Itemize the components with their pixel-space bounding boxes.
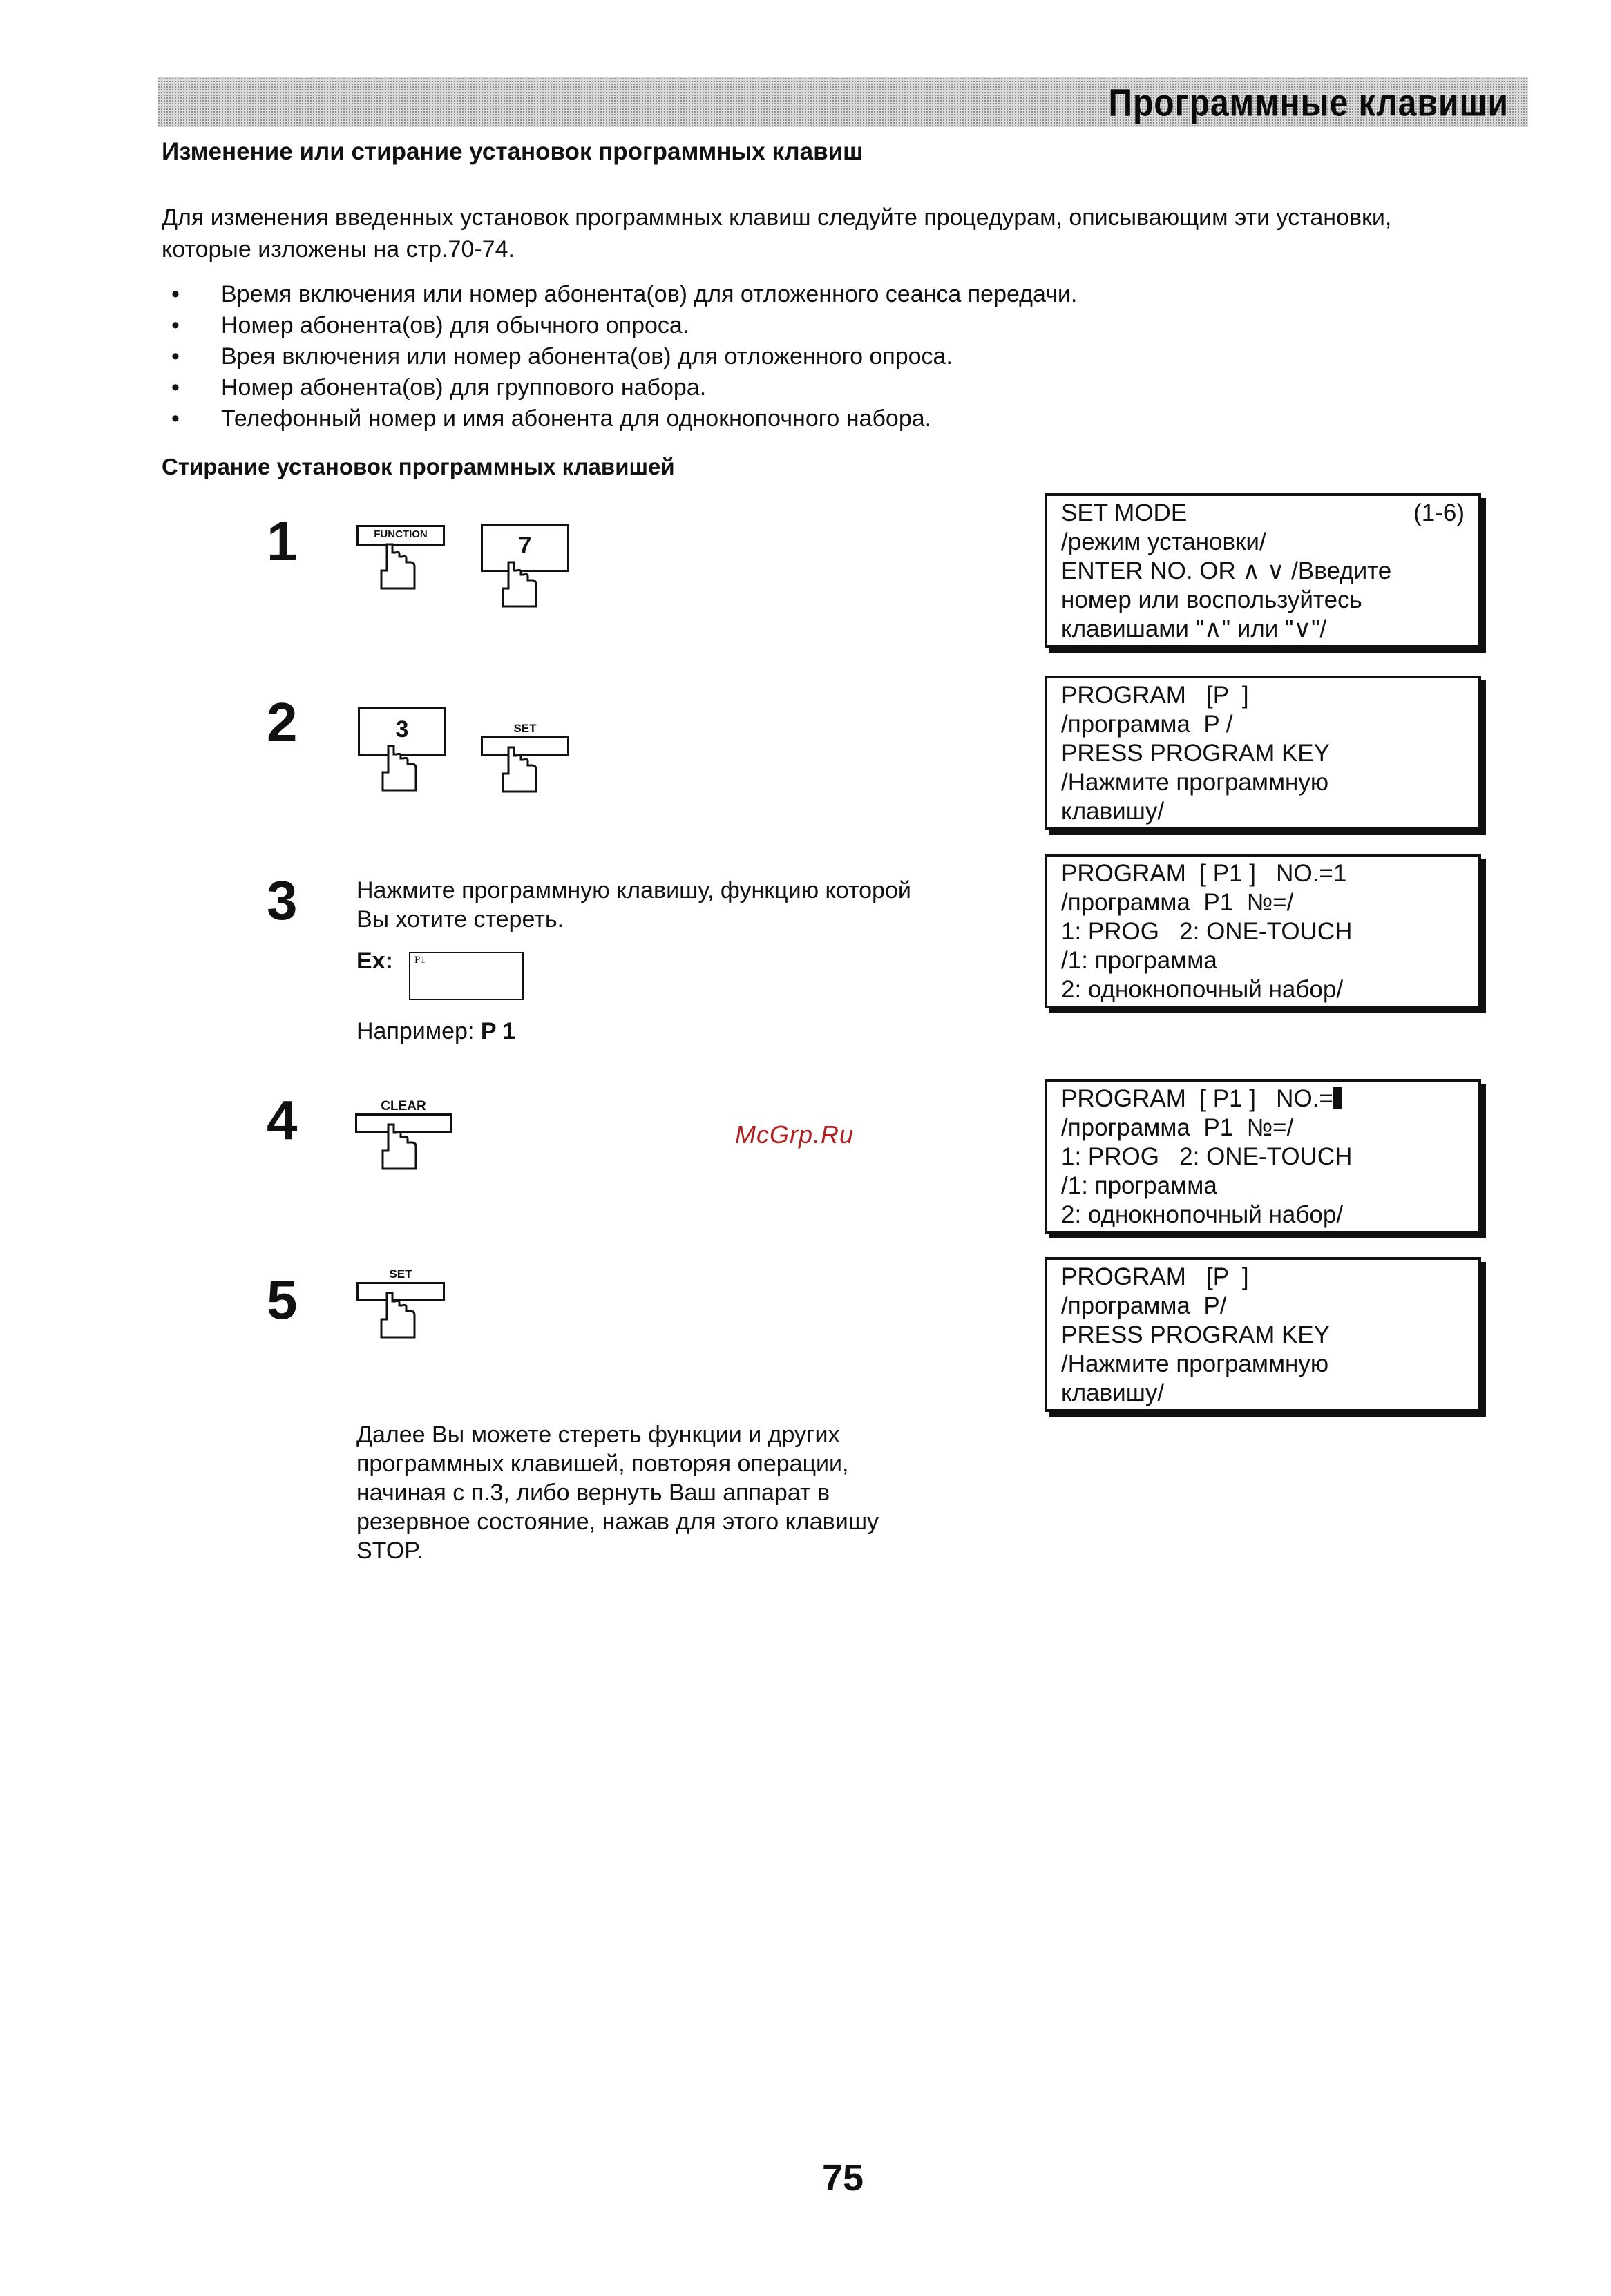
pointing-hand-icon [380,1123,421,1171]
lcd-line: /Нажмите программную [1061,769,1329,796]
lcd-line: PRESS PROGRAM KEY [1061,1321,1330,1348]
clear-key-label: CLEAR [381,1099,426,1113]
pointing-hand-icon [380,745,421,793]
list-item: • Время включения или номер абонента(ов) для отложенного сеанса передачи. [167,279,1077,310]
lcd-line: /режим установки/ [1061,528,1266,555]
lcd-line: 2: однокнопочный набор/ [1061,976,1344,1003]
lcd-line: клавишу/ [1061,798,1165,825]
digit-7-label: 7 [518,533,532,559]
section-subtitle: Стирание установок программных клавишей [162,454,675,479]
step-2-number: 2 [267,691,298,753]
watermark: McGrp.Ru [735,1120,855,1149]
cursor-block [1333,1087,1342,1109]
program-key-p1[interactable] [409,952,524,1000]
intro-paragraph: Для изменения введенных установок программных клавиш следуйте процедурам, описывающим эти установки, которые изложены на стр.70-74. [162,204,1392,262]
lcd-line: /1: программа [1061,1172,1217,1199]
lcd-line: номер или воспользуйтесь [1061,586,1362,613]
example-label: Ex: [356,948,393,974]
example-note [356,1017,515,1046]
program-key-p1-body [409,952,524,1000]
lcd-line: PRESS PROGRAM KEY [1061,740,1330,767]
function-key-label: FUNCTION [374,528,428,540]
closing-line: Далее Вы можете стереть функции и других [356,1422,840,1448]
lcd-display-4 [1045,1079,1481,1234]
lcd-line: PROGRAM [ P1 ] NO.= [1061,1085,1333,1112]
pointing-hand-icon [500,746,542,794]
lcd-line: /1: программа [1061,947,1217,974]
lcd-line: PROGRAM [ P1 ] NO.=1 [1061,860,1347,887]
lcd-line: SET MODE [1061,499,1188,526]
step-3-number: 3 [267,870,298,931]
list-item: • Телефонный номер и имя абонента для однокнопочного набора. [167,403,1077,434]
list-item: • Номер абонента(ов) для обычного опроса. [167,310,1077,341]
set-key-label: SET [513,722,537,735]
lcd-line: /программа P/ [1061,1292,1227,1319]
lcd-line: клавишами "∧" или "∨"/ [1061,615,1327,642]
page-title: Изменение или стирание установок программных клавиш [162,138,864,165]
lcd-line: 1: PROG 2: ONE-TOUCH [1061,918,1353,945]
list-item: • Врея включения или номер абонента(ов) для отложенного опроса. [167,341,1077,372]
example-value: P 1 [480,1018,516,1044]
lcd-line: (1-6) [1413,499,1465,526]
lcd-line: /программа P1 №=/ [1061,889,1294,916]
lcd-line: PROGRAM [P ] [1061,682,1249,709]
page-number: 75 [822,2157,864,2199]
step-4-number: 4 [267,1089,298,1151]
lcd-line: /Нажмите программную [1061,1350,1329,1377]
set-key-label: SET [389,1267,412,1281]
settings-list [167,279,1077,434]
closing-line: программных клавишей, повторяя операции, [356,1451,849,1477]
lcd-line: ENTER NO. OR ∧ ∨ /Введите [1061,557,1392,584]
step-3-instruction: Нажмите программную клавишу, функцию которой [356,877,911,903]
lcd-display-5 [1045,1257,1481,1412]
list-item: • Номер абонента(ов) для группового набора. [167,372,1077,403]
example-prefix: Например: [356,1018,481,1044]
lcd-line: 1: PROG 2: ONE-TOUCH [1061,1143,1353,1170]
lcd-line: 2: однокнопочный набор/ [1061,1201,1344,1228]
lcd-display-3 [1045,854,1481,1008]
lcd-line: клавишу/ [1061,1379,1165,1406]
lcd-line: /программа P / [1061,711,1233,738]
closing-paragraph [356,1420,1020,1565]
closing-line: резервное состояние, нажав для этого клавишу [356,1509,879,1535]
lcd-display-1 [1045,493,1481,648]
pointing-hand-icon [379,543,420,591]
step-3-instruction-cont: Вы хотите стереть. [356,906,564,932]
pointing-hand-icon [500,561,542,609]
lcd-line: PROGRAM [P ] [1061,1263,1249,1290]
section-title: Программные клавиши [1108,82,1509,125]
step-1-number: 1 [267,510,298,572]
digit-3-label: 3 [395,716,409,743]
pointing-hand-icon [379,1292,420,1340]
lcd-line: /программа P1 №=/ [1061,1114,1294,1141]
closing-line: STOP. [356,1538,424,1564]
section-header-bar [158,77,1528,127]
closing-line: начиная с п.3, либо вернуть Ваш аппарат в [356,1480,830,1506]
lcd-display-2 [1045,676,1481,830]
program-key-p1-label: P1 [414,955,426,966]
step-5-number: 5 [267,1269,298,1330]
